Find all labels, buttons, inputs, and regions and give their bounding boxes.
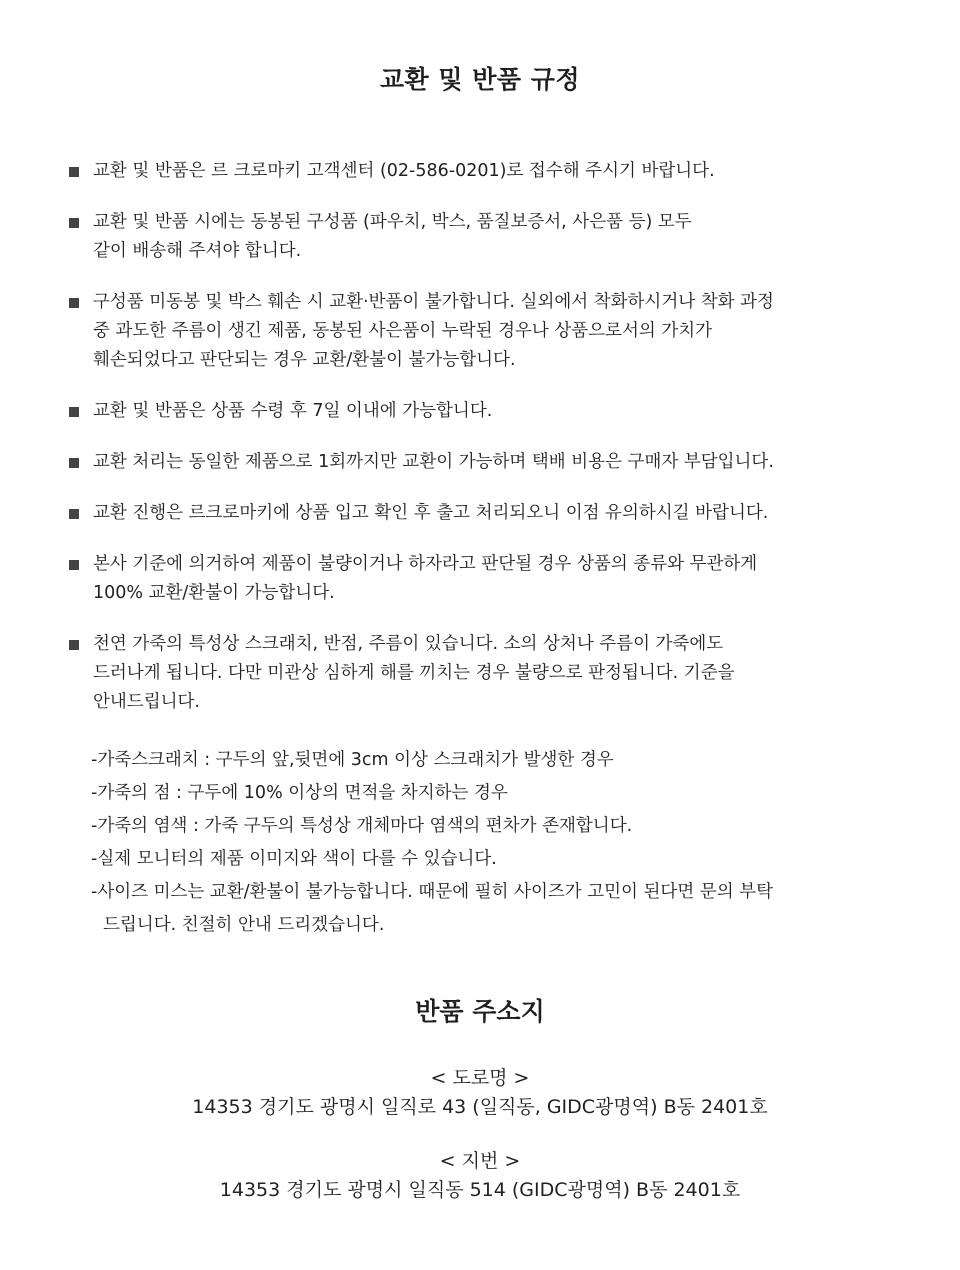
leather-criteria-list [91,744,911,942]
policy-rule [68,630,898,717]
return-address-title: 반품 주소지 [415,997,545,1026]
square-bullet-icon [69,509,79,519]
square-bullet-icon [69,298,79,308]
square-bullet-icon [69,218,79,228]
rule-text-line: 100% 교환/환불이 가능합니다. [93,583,335,603]
policy-rule [68,208,898,266]
page-title: 교환 및 반품 규정 [379,65,581,94]
policy-rule [68,157,898,186]
square-bullet-icon [69,640,79,650]
square-bullet-icon [69,560,79,570]
policy-rule [68,397,898,426]
rule-text-line: 교환 진행은 르크로마키에 상품 입고 확인 후 출고 처리되오니 이점 유의하시길 바랍니다. [93,503,769,523]
square-bullet-icon [69,167,79,177]
rule-text-line: 교환 및 반품 시에는 동봉된 구성품 (파우치, 박스, 품질보증서, 사은품 등) 모두 [93,212,692,232]
rule-text-line: 훼손되었다고 판단되는 경우 교환/환불이 불가능합니다. [93,350,516,370]
lot-address: 14353 경기도 광명시 일직동 514 (GIDC광명역) B동 2401호 [219,1179,741,1201]
rule-text-line: 천연 가죽의 특성상 스크래치, 반점, 주름이 있습니다. 소의 상처나 주름이 가죽에도 [93,634,724,654]
lot-address-label: < 지번 > [439,1150,521,1172]
square-bullet-icon [69,458,79,468]
rule-text-line: 교환 및 반품은 상품 수령 후 7일 이내에 가능합니다. [93,401,493,421]
policy-rule [68,550,898,608]
policy-rule [68,448,898,477]
criteria-item-text: 드립니다. 친절히 안내 드리겠습니다. [103,915,385,935]
criteria-item: -가죽스크래치 : 구두의 앞,뒷면에 3cm 이상 스크래치가 발생한 경우 [91,750,614,770]
rule-text-line: 본사 기준에 의거하여 제품이 불량이거나 하자라고 판단될 경우 상품의 종류와 무관하게 [93,554,758,574]
square-bullet-icon [69,407,79,417]
rule-text-line: 같이 배송해 주셔야 합니다. [93,241,302,261]
rule-text-line: 교환 및 반품은 르 크로마키 고객센터 (02-586-0201)로 접수해 주시기 바랍니다. [93,161,715,181]
rule-text-line: 드러나게 됩니다. 다만 미관상 심하게 해를 끼치는 경우 불량으로 판정됩니다. 기준을 [93,663,735,683]
road-address: 14353 경기도 광명시 일직로 43 (일직동, GIDC광명역) B동 2401호 [192,1096,768,1118]
policy-rule [68,499,898,528]
policy-rule [68,288,898,375]
criteria-item-continuation [91,909,911,942]
rule-text-line: 중 과도한 주름이 생긴 제품, 동봉된 사은품이 누락된 경우나 상품으로서의 가치가 [93,321,713,341]
criteria-item: -사이즈 미스는 교환/환불이 불가능합니다. 때문에 필히 사이즈가 고민이 된다면 문의 부탁 [91,882,773,902]
criteria-item: -가죽의 염색 : 가죽 구두의 특성상 개체마다 염색의 편차가 존재합니다. [91,816,633,836]
policy-rules-list [68,157,898,739]
rule-text-line: 안내드립니다. [93,692,200,712]
rule-text-line: 구성품 미동봉 및 박스 훼손 시 교환·반품이 불가합니다. 실외에서 착화하시거나 착화 과정 [93,292,774,312]
criteria-item: -가죽의 점 : 구두에 10% 이상의 면적을 차지하는 경우 [91,783,508,803]
criteria-item: -실제 모니터의 제품 이미지와 색이 다를 수 있습니다. [91,849,497,869]
rule-text-line: 교환 처리는 동일한 제품으로 1회까지만 교환이 가능하며 택배 비용은 구매자 부담입니다. [93,452,774,472]
road-address-label: < 도로명 > [430,1067,530,1089]
